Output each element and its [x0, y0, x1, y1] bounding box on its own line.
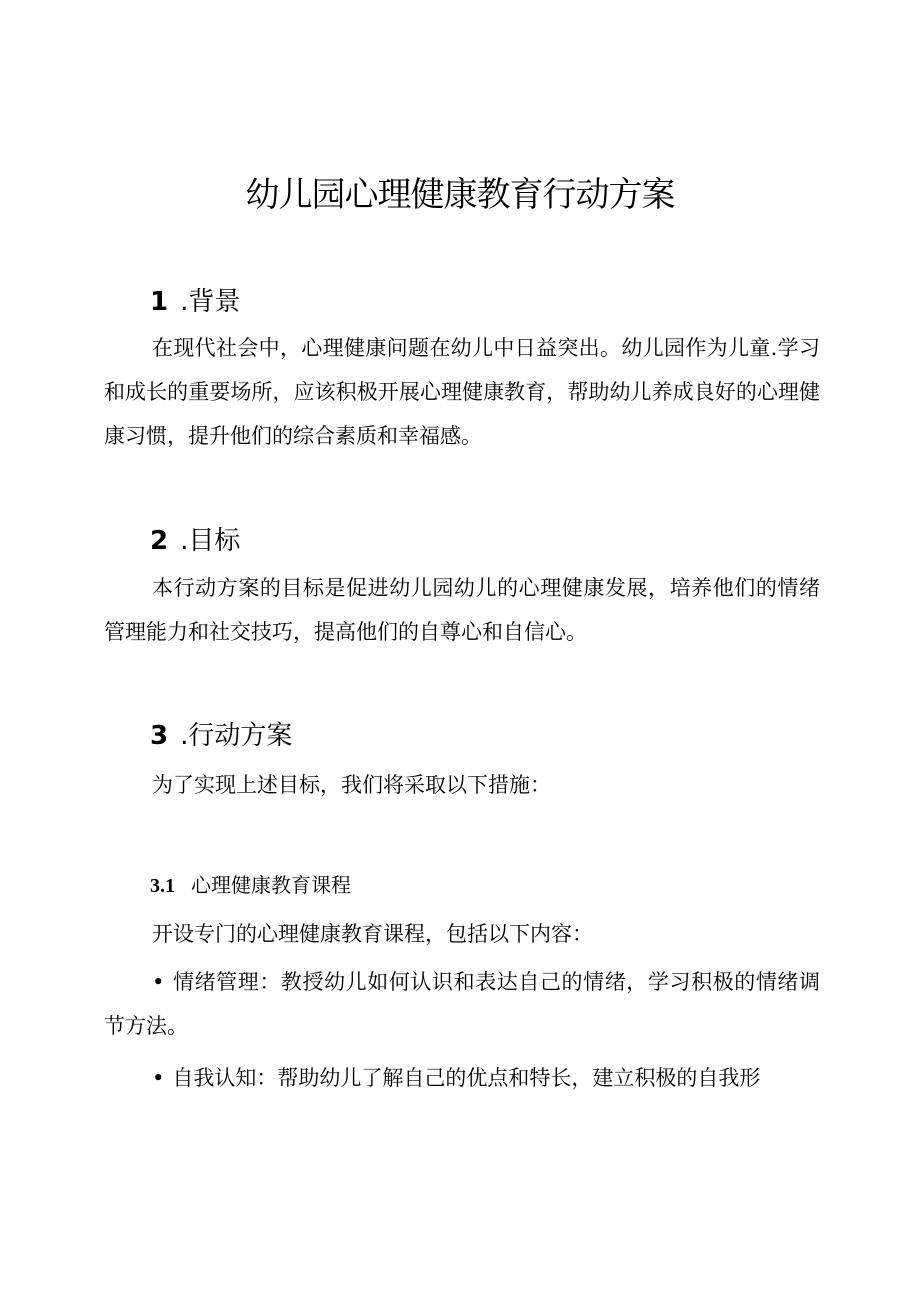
section-heading-background: [150, 284, 240, 320]
bullet-item-emotion: [104, 960, 820, 1048]
section-paragraph-action-plan: 为了实现上述目标，我们将采取以下措施：: [152, 773, 551, 797]
section-number: 1: [150, 287, 169, 317]
section-number: 2: [150, 526, 169, 556]
bullet-dot: •: [152, 970, 165, 994]
subsection-heading-text: 心理健康教育课程: [191, 873, 351, 897]
subsection-intro: 开设专门的心理健康教育课程，包括以下内容：: [152, 922, 593, 946]
section-heading-action-plan: [150, 718, 292, 754]
bullet-dot: •: [152, 1066, 165, 1090]
section-paragraph-goals: 本行动方案的目标是促进幼儿园幼儿的心理健康发展，培养他们的情绪管理能力和社交技巧，提高他们的自尊心和自信心。: [104, 576, 820, 644]
section-heading-text: .目标: [180, 526, 241, 556]
subsection-heading: [150, 870, 351, 901]
section-heading-text: .背景: [180, 287, 241, 317]
section-number: 3: [150, 721, 169, 751]
section-paragraph-background: 在现代社会中，心理健康问题在幼儿中日益突出。幼儿园作为儿童.学习和成长的重要场所，应该积极开展心理健康教育，帮助幼儿养成良好的心理健康习惯，提升他们的综合素质和幸福感。: [104, 336, 820, 448]
section-heading-goals: [150, 523, 240, 559]
bullet-text: 情绪管理：教授幼儿如何认识和表达自己的情绪，学习积极的情绪调节方法。: [104, 970, 820, 1038]
section-heading-text: .行动方案: [180, 721, 293, 751]
bullet-item-self-awareness: [104, 1056, 820, 1100]
document-title: 幼儿园心理健康教育行动方案: [245, 175, 675, 215]
subsection-number: 3.1: [150, 875, 175, 897]
bullet-text: 自我认知：帮助幼儿了解自己的优点和特长，建立积极的自我形: [172, 1066, 761, 1090]
